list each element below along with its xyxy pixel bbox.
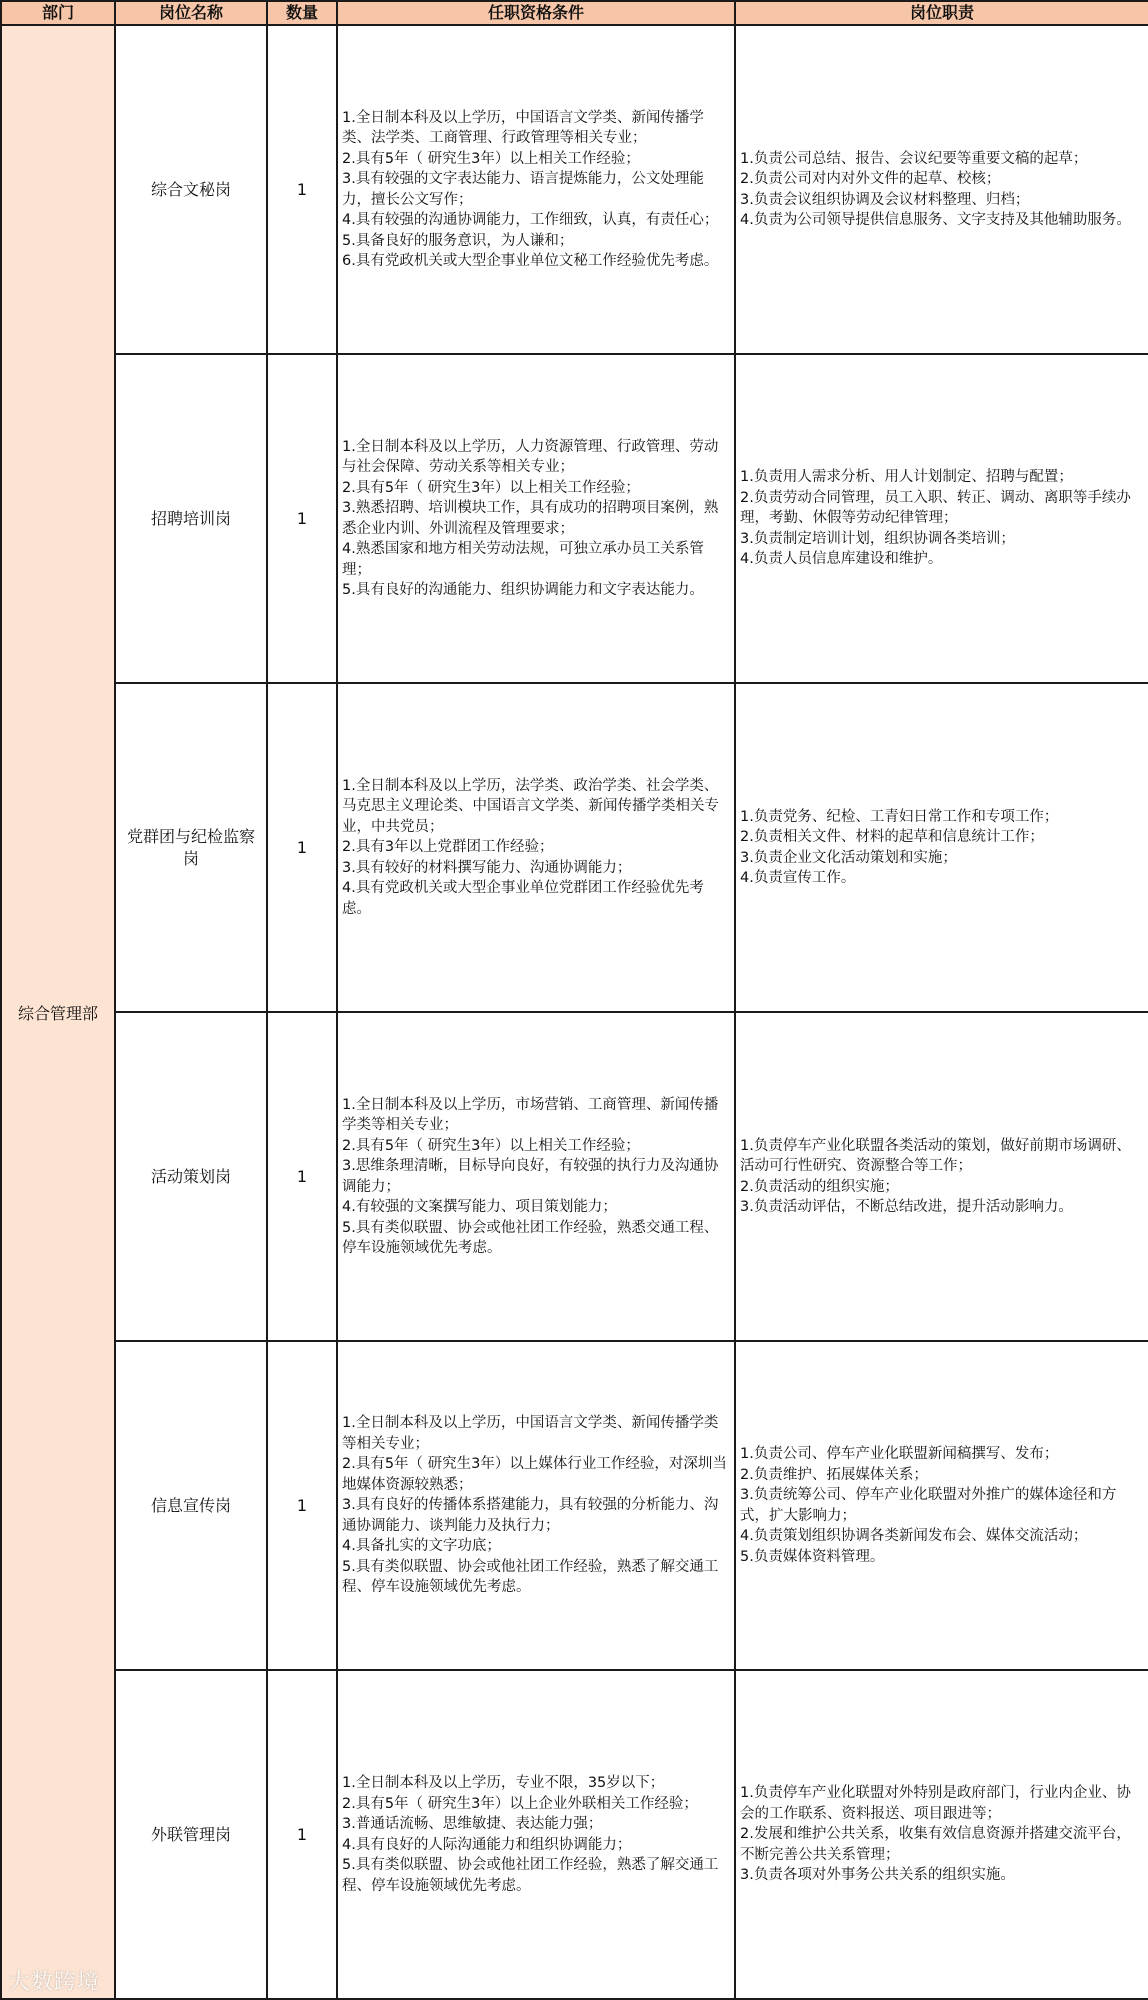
- requirement-item: 5.具有类似联盟、协会或他社团工作经验，熟悉了解交通工程、停车设施领域优先考虑。: [342, 1857, 719, 1894]
- duty-item: 5.负责媒体资料管理。: [740, 1548, 885, 1565]
- requirement-item: 3.具有较好的材料撰写能力、沟通协调能力；: [342, 859, 632, 876]
- table-row: [1, 25, 1148, 354]
- requirement-item: 3.具有较强的文字表达能力、语言提炼能力，公文处理能力，擅长公文写作；: [342, 171, 704, 208]
- duty-item: 4.负责为公司领导提供信息服务、文字支持及其他辅助服务。: [740, 212, 1131, 228]
- requirement-item: 4.具有较强的沟通协调能力，工作细致，认真，有责任心；: [342, 212, 719, 228]
- requirement-item: 1.全日制本科及以上学历，中国语言文学类、新闻传播学类、法学类、工商管理、行政管理等相关专业；: [342, 109, 704, 146]
- post-count-cell: 1: [267, 354, 337, 683]
- requirement-item: 2.具有5年（ 研究生3年）以上相关工作经验；: [342, 479, 640, 496]
- duty-item: 2.负责维护、拓展媒体关系；: [740, 1466, 928, 1483]
- requirements-cell: [337, 25, 735, 354]
- duty-item: 2.负责劳动合同管理，员工入职、转正、调动、离职等手续办理，考勤、休假等劳动纪律管理；: [740, 489, 1131, 527]
- table-body: [1, 25, 1148, 1999]
- requirement-item: 5.具有良好的沟通能力、组织协调能力和文字表达能力。: [342, 582, 704, 598]
- duties-cell: [735, 683, 1148, 1012]
- table-row: [1, 1670, 1148, 1999]
- watermark-text: 大数跨境: [8, 1970, 101, 1995]
- requirement-item: 2.具有5年（ 研究生3年）以上媒体行业工作经验，对深圳当地媒体资源较熟悉；: [342, 1456, 727, 1493]
- requirement-item: 4.熟悉国家和地方相关劳动法规，可独立承办员工关系管理；: [342, 541, 704, 578]
- post-name-cell: 外联管理岗: [115, 1670, 267, 1999]
- requirement-item: 5.具备良好的服务意识，为人谦和；: [342, 232, 574, 249]
- duty-item: 3.负责统筹公司、停车产业化联盟对外推广的媒体途径和方式，扩大影响力；: [740, 1487, 1117, 1524]
- requirement-item: 1.全日制本科及以上学历，市场营销、工商管理、新闻传播学类等相关专业；: [342, 1096, 719, 1133]
- duty-item: 1.负责停车产业化联盟对外特别是政府部门，行业内企业、协会的工作联系、资料报送、项目跟进等；: [740, 1785, 1131, 1822]
- requirement-item: 4.具有党政机关或大型企事业单位党群团工作经验优先考虑。: [342, 880, 704, 917]
- department-cell: 综合管理部: [1, 25, 115, 1999]
- header-duties: 岗位职责: [735, 1, 1148, 25]
- duty-item: 2.负责相关文件、材料的起草和信息统计工作；: [740, 829, 1044, 845]
- header-dept: 部门: [1, 1, 115, 25]
- requirement-item: 3.具有良好的传播体系搭建能力，具有较强的分析能力、沟通协调能力、谈判能力及执行力；: [342, 1497, 719, 1534]
- header-post: 岗位名称: [115, 1, 267, 25]
- requirement-item: 1.全日制本科及以上学历，中国语言文学类、新闻传播学类等相关专业；: [342, 1415, 719, 1452]
- requirement-item: 3.普通话流畅、思维敏捷、表达能力强；: [342, 1816, 603, 1832]
- requirement-item: 4.具有良好的人际沟通能力和组织协调能力；: [342, 1836, 632, 1853]
- duty-item: 1.负责党务、纪检、工青妇日常工作和专项工作；: [740, 808, 1059, 825]
- duties-cell: [735, 354, 1148, 683]
- table-row: [1, 1012, 1148, 1341]
- header-count: 数量: [267, 1, 337, 25]
- table-row: [1, 683, 1148, 1012]
- post-count-cell: 1: [267, 683, 337, 1012]
- table-row: [1, 354, 1148, 683]
- duty-item: 1.负责用人需求分析、用人计划制定、招聘与配置；: [740, 469, 1073, 486]
- requirement-item: 6.具有党政机关或大型企事业单位文秘工作经验优先考虑。: [342, 253, 719, 269]
- post-name-cell: 综合文秘岗: [115, 25, 267, 354]
- requirement-item: 5.具有类似联盟、协会或他社团工作经验，熟悉交通工程、停车设施领域优先考虑。: [342, 1219, 719, 1256]
- requirement-item: 1.全日制本科及以上学历，人力资源管理、行政管理、劳动与社会保障、劳动关系等相关专业；: [342, 438, 719, 475]
- duty-item: 3.负责活动评估，不断总结改进，提升活动影响力。: [740, 1199, 1073, 1215]
- requirement-item: 4.具备扎实的文字功底；: [342, 1538, 501, 1555]
- duty-item: 3.负责会议组织协调及会议材料整理、归档；: [740, 191, 1030, 208]
- duty-item: 2.负责公司对内对外文件的起草、校核；: [740, 171, 1001, 187]
- requirements-cell: [337, 354, 735, 683]
- requirement-item: 3.熟悉招聘、培训模块工作，具有成功的招聘项目案例，熟悉企业内训、外训流程及管理要求；: [342, 500, 719, 537]
- duty-item: 1.负责停车产业化联盟各类活动的策划，做好前期市场调研、活动可行性研究、资源整合等工作；: [740, 1137, 1131, 1174]
- post-name-cell: 信息宣传岗: [115, 1341, 267, 1670]
- duty-item: 1.负责公司、停车产业化联盟新闻稿撰写、发布；: [740, 1446, 1059, 1462]
- requirement-item: 4.有较强的文案撰写能力、项目策划能力；: [342, 1199, 617, 1215]
- post-name-cell: 活动策划岗: [115, 1012, 267, 1341]
- post-name-cell: 党群团与纪检监察岗: [115, 683, 267, 1012]
- requirements-cell: [337, 1670, 735, 1999]
- requirement-item: 1.全日制本科及以上学历，法学类、政治学类、社会学类、马克思主义理论类、中国语言文学类、新闻传播学类相关专业，中共党员；: [342, 777, 719, 835]
- requirement-item: 2.具有3年以上党群团工作经验；: [342, 839, 554, 856]
- duty-item: 2.负责活动的组织实施；: [740, 1178, 899, 1195]
- post-name-cell: 招聘培训岗: [115, 354, 267, 683]
- requirement-item: 2.具有5年（ 研究生3年）以上相关工作经验；: [342, 150, 640, 167]
- duties-cell: [735, 1012, 1148, 1341]
- duty-item: 2.发展和维护公共关系，收集有效信息资源并搭建交流平台，不断完善公共关系管理；: [740, 1826, 1131, 1863]
- duties-cell: [735, 1670, 1148, 1999]
- post-count-cell: 1: [267, 1670, 337, 1999]
- duty-item: 4.负责人员信息库建设和维护。: [740, 551, 943, 568]
- duties-cell: [735, 1341, 1148, 1670]
- post-count-cell: 1: [267, 1012, 337, 1341]
- duty-item: 4.负责策划组织协调各类新闻发布会、媒体交流活动；: [740, 1528, 1088, 1544]
- duty-item: 1.负责公司总结、报告、会议纪要等重要文稿的起草；: [740, 150, 1088, 167]
- requirement-item: 2.具有5年（ 研究生3年）以上相关工作经验；: [342, 1137, 640, 1154]
- duty-item: 3.负责企业文化活动策划和实施；: [740, 849, 957, 866]
- duty-item: 3.负责各项对外事务公共关系的组织实施。: [740, 1867, 1015, 1884]
- duty-item: 3.负责制定培训计划，组织协调各类培训；: [740, 530, 1015, 547]
- post-count-cell: 1: [267, 1341, 337, 1670]
- requirements-cell: [337, 1341, 735, 1670]
- requirements-cell: [337, 1012, 735, 1341]
- requirement-item: 3.思维条理清晰，目标导向良好，有较强的执行力及沟通协调能力；: [342, 1158, 719, 1195]
- requirements-cell: [337, 683, 735, 1012]
- header-requirements: 任职资格条件: [337, 1, 735, 25]
- duties-cell: [735, 25, 1148, 354]
- table-row: [1, 1341, 1148, 1670]
- header-row: [1, 1, 1148, 25]
- requirement-item: 2.具有5年（ 研究生3年）以上企业外联相关工作经验；: [342, 1795, 698, 1812]
- post-count-cell: 1: [267, 25, 337, 354]
- requirement-item: 5.具有类似联盟、协会或他社团工作经验，熟悉了解交通工程、停车设施领域优先考虑。: [342, 1558, 719, 1596]
- duty-item: 4.负责宣传工作。: [740, 870, 856, 886]
- requirement-item: 1.全日制本科及以上学历，专业不限，35岁以下；: [342, 1775, 665, 1791]
